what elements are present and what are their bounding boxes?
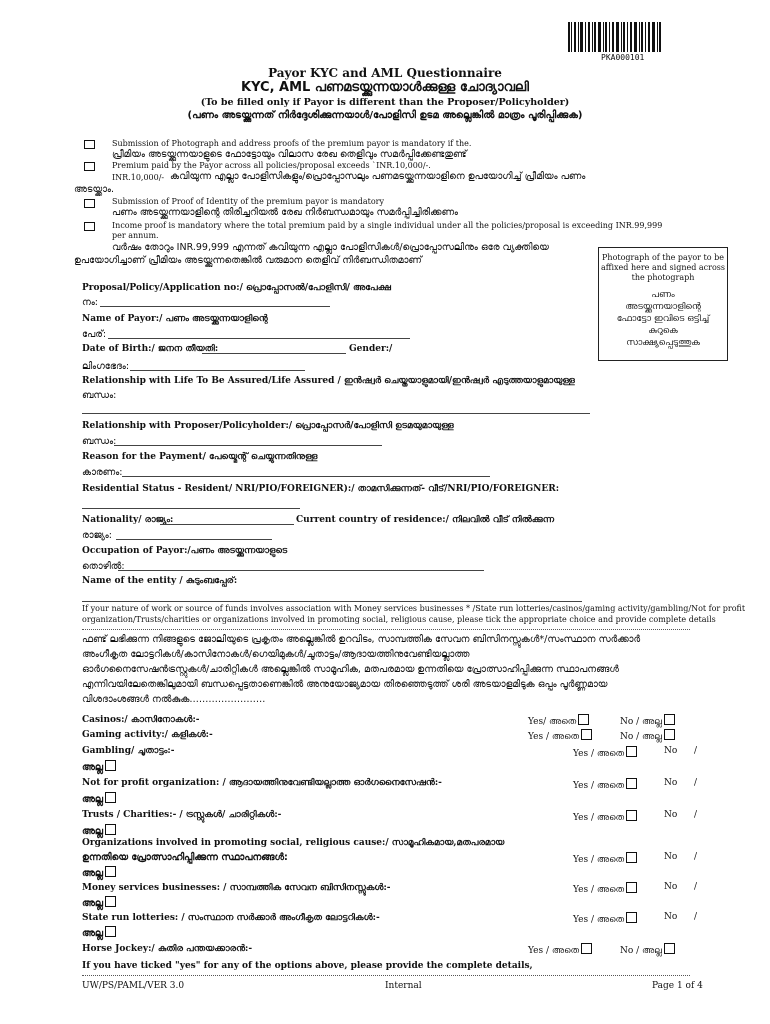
residential-label: Residential Status - Resident/ NRI/PIO/FOREIGNER):/ താമസിക്കുന്നത്- വീട്/NRI/PIO/FOREIGNER: bbox=[82, 484, 560, 494]
nonprofit-yes-checkbox[interactable] bbox=[626, 778, 637, 789]
residential-field[interactable] bbox=[82, 508, 300, 509]
nonprofit-no-checkbox[interactable] bbox=[105, 792, 116, 803]
disclosure-ml-5: വിശദാംശങ്ങൾ നൽകുക…………………… bbox=[82, 694, 266, 705]
note-2-ml: കവിയുന്ന എല്ലാ പോളിസികളും/പ്രൊപ്പോസലും പണമടയ്ക്കുന്നയാളിനെ ഉപയോഗിച്ച് പ്രീമിയം പണം bbox=[170, 171, 586, 182]
proposal-no-label: Proposal/Policy/Application no:/ പ്രൊപ്പോസൽ/പോളിസി/ അപേക്ഷ bbox=[82, 283, 391, 293]
title-en: Payor KYC and AML Questionnaire bbox=[268, 66, 502, 80]
payor-name-label: Name of Payor:/ പണം അടയ്ക്കുന്നയാളിന്റെ bbox=[82, 314, 268, 324]
horse-no-checkbox[interactable] bbox=[664, 943, 675, 954]
footer-page-number: Page 1 of 4 bbox=[652, 981, 703, 991]
nonprofit-no-option[interactable] bbox=[82, 792, 116, 805]
note-3-ml: പണം അടയ്ക്കുന്നയാളിന്റെ തിരിച്ചറിയൽ രേഖ നിർബന്ധമായും സമർപ്പിച്ചിരിക്കണം bbox=[112, 207, 459, 218]
ifyes-details-field[interactable] bbox=[82, 975, 690, 976]
trusts-no-slash: / bbox=[694, 810, 698, 820]
nonprofit-alla-label: അല്ല bbox=[82, 794, 104, 805]
divider bbox=[82, 629, 690, 630]
gambling-yes-option[interactable] bbox=[573, 746, 637, 759]
lottery-alla-label: അല്ല bbox=[82, 928, 104, 939]
casinos-yes-label: Yes/ അതെ bbox=[528, 717, 577, 727]
trusts-yes-label: Yes / അതെ bbox=[573, 813, 625, 823]
org-label-2: ഉന്നതിയെ പ്രോത്സാഹിപ്പിക്കുന്ന സ്ഥാപനങ്ങൾ: bbox=[82, 852, 288, 863]
org-label-1: Organizations involved in promoting social, religious cause:/ സാമൂഹികമായ,മതപരമായ bbox=[82, 838, 505, 848]
org-alla-label: അല്ല bbox=[82, 868, 104, 879]
note-bullet-box bbox=[84, 222, 95, 231]
proposal-no-field[interactable] bbox=[100, 306, 330, 307]
gaming-yes-option[interactable] bbox=[528, 729, 592, 742]
country-label: Current country of residence:/ നിലവിൽ വീട് നിൽക്കുന്ന bbox=[296, 515, 555, 525]
horse-label: Horse Jockey:/ കുതിര പന്തയക്കാരൻ:- bbox=[82, 944, 253, 954]
nonprofit-no-slash: / bbox=[694, 778, 698, 788]
nonprofit-label: Not for profit organization: / ആദായത്തിനുവേണ്ടിയല്ലാത്ത ഓർഗനൈസേഷൻ:- bbox=[82, 778, 442, 788]
payor-name-field[interactable] bbox=[108, 338, 410, 339]
relation-assured-label: Relationship with Life To Be Assured/Life Assured / ഇൻഷ്വർ ചെയ്തയാളുമായി/ഇൻഷ്വർ എടുത്തയാളുമായുള്ള bbox=[82, 376, 575, 386]
relation-assured-field[interactable] bbox=[82, 413, 590, 414]
dob-field[interactable] bbox=[202, 353, 346, 354]
country-label2: രാജ്യം: bbox=[82, 530, 112, 541]
barcode bbox=[568, 22, 662, 52]
relation-assured-label2: ബന്ധം: bbox=[82, 390, 117, 401]
disclosure-ml-4: എന്നിവയിലേതെങ്കിലുമായി ബന്ധപ്പെട്ടതാണെങ്കിൽ അനുയോജ്യമായ തിരഞ്ഞെടുത്ത് ശരി അടയാളമിടുക ഒപ്പം പൂർണ്ണമായ bbox=[82, 679, 608, 690]
gambling-no-checkbox[interactable] bbox=[105, 760, 116, 771]
note-4-ml: വർഷം തോറും INR.99,999 എന്നത് കവിയുന്ന എല്ലാ പോളിസികൾ/പ്രൊപ്പോസലിനും ഒരേ വ്യക്തിയെ bbox=[112, 242, 549, 253]
disclosure-en-2: organization/Trusts/charities or organizations involved in promoting social, religious cause, please tick the appropriate choice and provide complete details bbox=[82, 615, 716, 624]
org-no-label: No bbox=[664, 852, 678, 862]
photo-instruction-en-3: the photograph bbox=[631, 273, 695, 282]
gaming-no-option[interactable] bbox=[620, 729, 675, 742]
casinos-no-option[interactable] bbox=[620, 714, 675, 727]
gender-label: Gender:/ bbox=[349, 344, 393, 354]
horse-yes-option[interactable] bbox=[528, 943, 592, 956]
photo-instruction-ml-3: ഫോട്ടോ ഇവിടെ ഒട്ടിച്ച് bbox=[616, 314, 710, 324]
org-yes-checkbox[interactable] bbox=[626, 852, 637, 863]
gaming-no-checkbox[interactable] bbox=[664, 729, 675, 740]
nationality-field[interactable] bbox=[160, 524, 294, 525]
horse-no-option[interactable] bbox=[620, 943, 675, 956]
trusts-no-option[interactable] bbox=[82, 824, 116, 837]
money-no-slash: / bbox=[694, 882, 698, 892]
gender-field[interactable] bbox=[130, 370, 305, 371]
occupation-label: Occupation of Payor:/പണം അടയ്ക്കുന്നയാളുടെ bbox=[82, 546, 288, 556]
note-bullet-box bbox=[84, 199, 95, 208]
relation-proposer-label: Relationship with Proposer/Policyholder:/ പ്രൊപ്പോസർ/പോളിസി ഉടമയുമായുള്ള bbox=[82, 421, 454, 431]
lottery-no-slash: / bbox=[694, 912, 698, 922]
nonprofit-no-label: No bbox=[664, 778, 678, 788]
disclosure-ml-3: ഓർഗനൈസേഷൻട്രസ്റ്റുകൾ/ചാരിറ്റികൾ അല്ലെങ്കിൽ സാമൂഹിക, മതപരമായ ഉന്നതിയെ പ്രോത്സാഹിപ്പിക്കുന്ന സ്ഥാപനങ്ങൾ bbox=[82, 664, 619, 675]
trusts-no-label: No bbox=[664, 810, 678, 820]
gender-label2: ലിംഗഭേദം: bbox=[82, 361, 130, 372]
note-2-en: Premium paid by the Payor across all policies/proposal exceeds `INR.10,000/-. bbox=[112, 161, 431, 170]
note-2-en2: INR.10,000/- bbox=[112, 173, 165, 182]
org-no-option[interactable] bbox=[82, 866, 116, 879]
money-alla-label: അല്ല bbox=[82, 898, 104, 909]
lottery-no-label: No bbox=[664, 912, 678, 922]
photo-instruction-ml-2: അടയ്ക്കുന്നയാളിന്റെ bbox=[625, 302, 701, 312]
footer-classification: Internal bbox=[385, 981, 422, 991]
disclosure-ml-1: ഫണ്ട് ലഭിക്കുന്ന നിങ്ങളുടെ ജോലിയുടെ പ്രകൃതം അല്ലെങ്കിൽ ഉറവിടം, സാമ്പത്തിക സേവന ബിസിനസ്സുകൾ*/സംസ്ഥാന സർക്കാർ bbox=[82, 634, 641, 645]
gaming-label: Gaming activity:/ കളികൾ:- bbox=[82, 730, 213, 740]
gambling-no-option[interactable] bbox=[82, 760, 116, 773]
trusts-alla-label: അല്ല bbox=[82, 826, 104, 837]
relation-proposer-field[interactable] bbox=[114, 445, 382, 446]
proposal-no-label2: നം: bbox=[82, 297, 98, 308]
lottery-label: State run lotteries: / സംസ്ഥാന സർക്കാർ അംഗീകൃത ലോട്ടറികൾ:- bbox=[82, 913, 380, 923]
trusts-no-checkbox[interactable] bbox=[105, 824, 116, 835]
casinos-yes-checkbox[interactable] bbox=[578, 714, 589, 725]
gaming-no-label: No / അല്ല bbox=[620, 732, 662, 742]
money-no-label: No bbox=[664, 882, 678, 892]
gambling-alla-label: അല്ല bbox=[82, 762, 104, 773]
org-yes-option[interactable] bbox=[573, 852, 637, 865]
org-no-checkbox[interactable] bbox=[105, 866, 116, 877]
money-no-checkbox[interactable] bbox=[105, 896, 116, 907]
horse-yes-label: Yes / അതെ bbox=[528, 946, 580, 956]
ifyes-note: If you have ticked "yes" for any of the options above, please provide the complete details, bbox=[82, 961, 533, 971]
reason-label: Reason for the Payment/ പേയ്മെന്റ് ചെയ്യുന്നതിനുള്ള bbox=[82, 452, 318, 462]
subtitle-en: (To be filled only if Payor is different than the Proposer/Policyholder) bbox=[200, 97, 570, 108]
nationality-label: Nationality/ രാജ്യം: bbox=[82, 515, 174, 525]
gambling-yes-label: Yes / അതെ bbox=[573, 749, 625, 759]
note-2-ml2: അടയ്ക്കാം. bbox=[74, 184, 115, 195]
casinos-no-checkbox[interactable] bbox=[664, 714, 675, 725]
note-1-ml: പ്രീമിയം അടയ്ക്കുന്നയാളുടെ ഫോട്ടോയും വിലാസ രേഖ തെളിവും സമർപ്പിക്കേണ്ടതുണ്ട് bbox=[112, 149, 467, 160]
photo-instruction-ml-4: കുറുകെ bbox=[648, 326, 678, 336]
casinos-no-label: No / അല്ല bbox=[620, 717, 662, 727]
note-4-en2: per annum. bbox=[112, 231, 159, 240]
payor-name-label2: പേര്: bbox=[82, 329, 107, 340]
lottery-yes-option[interactable] bbox=[573, 912, 637, 925]
relation-proposer-label2: ബന്ധം: bbox=[82, 436, 117, 447]
gambling-no-slash: / bbox=[694, 746, 698, 756]
title-ml: KYC, AML പണമടയ്ക്കുന്നയാൾക്കുള്ള ചോദ്യാവലി bbox=[241, 80, 529, 95]
photo-instruction-en-2: affixed here and signed across bbox=[601, 263, 725, 272]
org-yes-label: Yes / അതെ bbox=[573, 855, 625, 865]
note-4-ml2: ഉപയോഗിച്ചാണ് പ്രീമിയം അടയ്ക്കുന്നതെങ്കിൽ വരുമാന തെളിവ് നിർബന്ധിതമാണ് bbox=[74, 255, 422, 266]
money-yes-checkbox[interactable] bbox=[626, 882, 637, 893]
money-yes-label: Yes / അതെ bbox=[573, 885, 625, 895]
reason-label2: കാരണം: bbox=[82, 467, 123, 478]
barcode-number: PKA000101 bbox=[601, 53, 645, 62]
gambling-yes-checkbox[interactable] bbox=[626, 746, 637, 757]
org-no-slash: / bbox=[694, 852, 698, 862]
money-yes-option[interactable] bbox=[573, 882, 637, 895]
money-label: Money services businesses: / സാമ്പത്തിക സേവന ബിസിനസ്സുകൾ:- bbox=[82, 883, 391, 893]
trusts-label: Trusts / Charities:- / ട്രസ്റ്റുകൾ/ ചാരിറ്റികൾ:- bbox=[82, 810, 282, 820]
photo-instruction-ml-1: പണം bbox=[651, 290, 675, 300]
casinos-yes-option[interactable] bbox=[528, 714, 589, 727]
note-4-en: Income proof is mandatory where the total premium paid by a single individual under all the policies/proposal is exceeding INR.99,999 bbox=[112, 221, 663, 230]
lottery-yes-label: Yes / അതെ bbox=[573, 915, 625, 925]
occupation-label2: തൊഴിൽ: bbox=[82, 561, 125, 572]
country-field[interactable] bbox=[116, 539, 272, 540]
footer-version: UW/PS/PAML/VER 3.0 bbox=[82, 981, 185, 991]
photo-instruction-en-1: Photograph of the payor to be bbox=[602, 253, 724, 262]
trusts-yes-option[interactable] bbox=[573, 810, 637, 823]
lottery-no-option[interactable] bbox=[82, 926, 116, 939]
lottery-no-checkbox[interactable] bbox=[105, 926, 116, 937]
disclosure-ml-2: അംഗീകൃത ലോട്ടറികൾ/കാസിനോകൾ/ഗെയിമുകൾ/ചൂതാട്ടം/ആദായത്തിനുവേണ്ടിയല്ലാത്ത bbox=[82, 649, 470, 660]
entity-field[interactable] bbox=[82, 601, 582, 602]
nonprofit-yes-option[interactable] bbox=[573, 778, 637, 791]
photo-instruction-ml-5: സാക്ഷ്യപ്പെടുത്തുക bbox=[626, 338, 700, 348]
photo-box[interactable] bbox=[598, 247, 728, 361]
note-1-en: Submission of Photograph and address proofs of the premium payor is mandatory if the. bbox=[112, 139, 472, 148]
gaming-yes-label: Yes / അതെ bbox=[528, 732, 580, 742]
gambling-label: Gambling/ ചൂതാട്ടം:- bbox=[82, 746, 175, 756]
note-bullet-box bbox=[84, 140, 95, 149]
gambling-no-label: No bbox=[664, 746, 678, 756]
money-no-option[interactable] bbox=[82, 896, 116, 909]
subtitle-ml: (പണം അടയ്ക്കുന്നത് നിർദ്ദേശിക്കുന്നയാൾ/പോളിസി ഉടമ അല്ലെങ്കിൽ മാത്രം പൂരിപ്പിക്കുക) bbox=[187, 110, 583, 121]
nonprofit-yes-label: Yes / അതെ bbox=[573, 781, 625, 791]
occupation-field[interactable] bbox=[118, 570, 484, 571]
horse-no-label: No / അല്ല bbox=[620, 946, 662, 956]
dob-label: Date of Birth:/ ജനന തീയതി: bbox=[82, 344, 219, 354]
note-3-en: Submission of Proof of Identity of the premium payor is mandatory bbox=[112, 197, 385, 206]
note-bullet-box bbox=[84, 162, 95, 171]
gaming-yes-checkbox[interactable] bbox=[581, 729, 592, 740]
horse-yes-checkbox[interactable] bbox=[581, 943, 592, 954]
lottery-yes-checkbox[interactable] bbox=[626, 912, 637, 923]
trusts-yes-checkbox[interactable] bbox=[626, 810, 637, 821]
disclosure-en-1: If your nature of work or source of funds involves association with Money services businesses * /State run lotteries/casinos/gaming activity/gambling/Not for profit bbox=[82, 604, 746, 613]
reason-field[interactable] bbox=[122, 476, 490, 477]
entity-label: Name of the entity / കുടുംബപ്പേര്: bbox=[82, 576, 238, 586]
casinos-label: Casinos:/ കാസിനോകൾ:- bbox=[82, 715, 200, 725]
